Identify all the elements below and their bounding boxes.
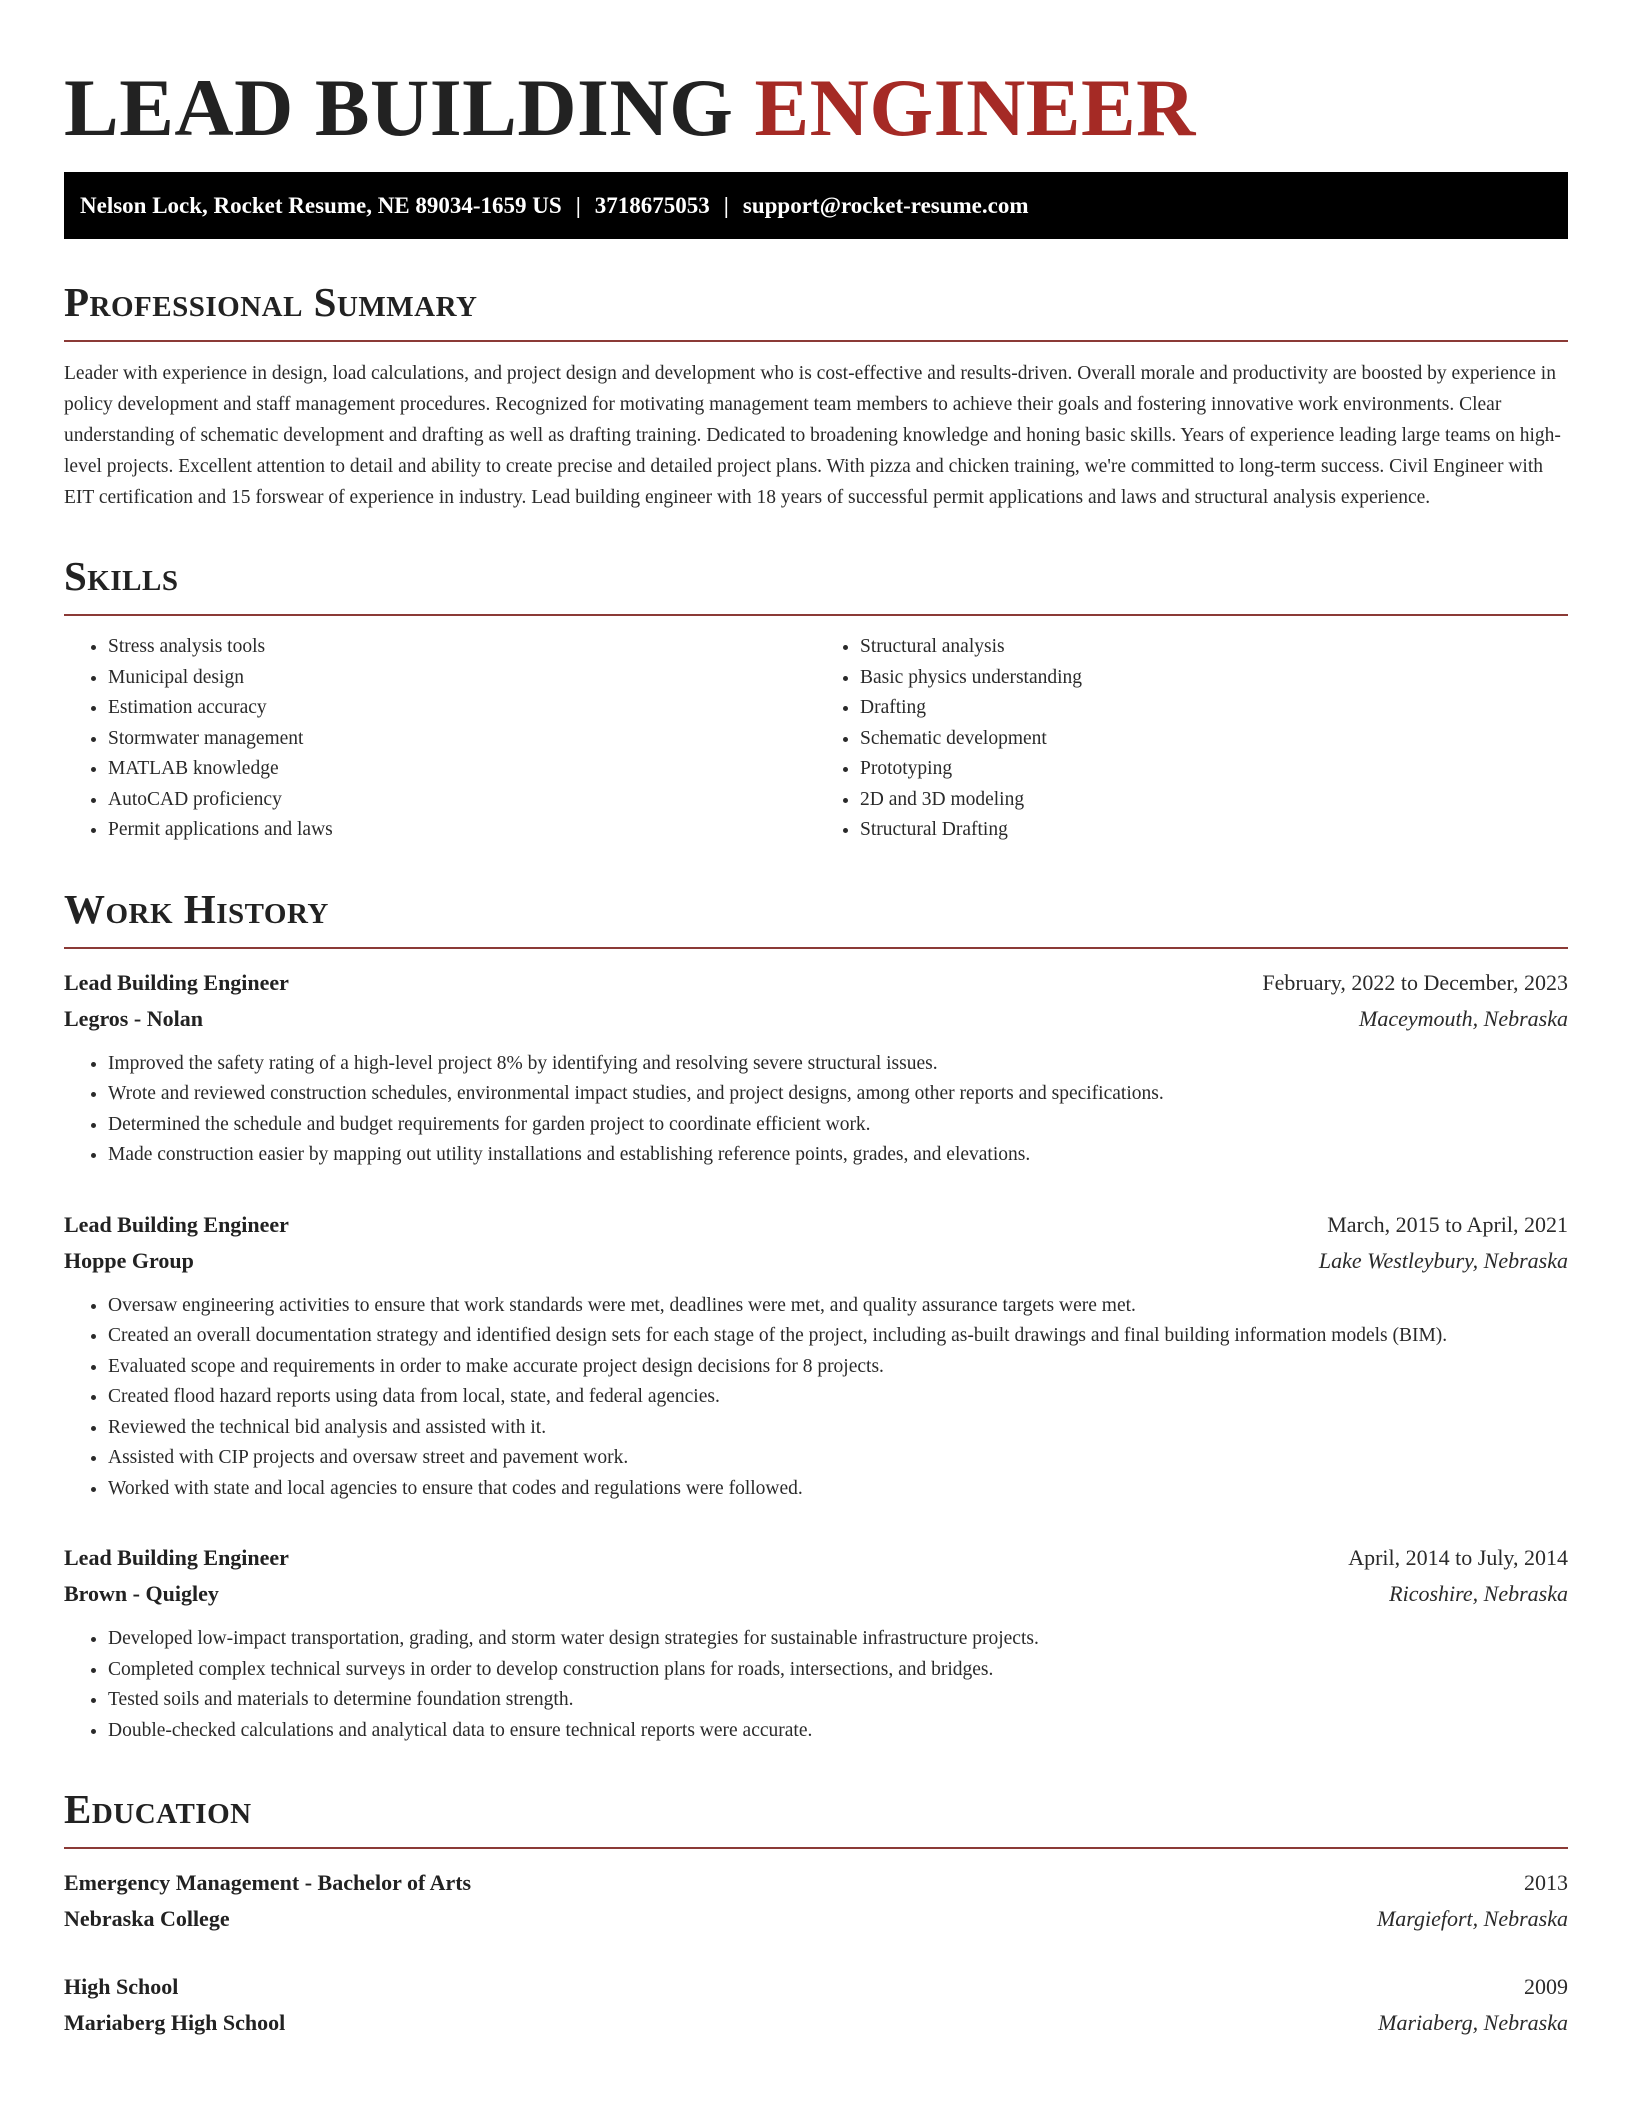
section-divider: [64, 340, 1568, 342]
job-bullet: • Developed low-impact transportation, grading, and storm water design strategies for sustainable infrastructure projects.: [108, 1624, 1568, 1655]
education-degree: High School: [64, 1974, 179, 1999]
skill-item: • Prototyping: [860, 754, 1568, 785]
job-dates: March, 2015 to April, 2021: [1327, 1211, 1568, 1237]
job-location: Lake Westleybury, Nebraska: [1318, 1247, 1568, 1273]
skills-section: [64, 555, 1568, 846]
education-entry: [64, 1865, 1568, 1937]
job-company: Brown - Quigley: [64, 1581, 219, 1606]
skill-item: • Permit applications and laws: [108, 815, 816, 846]
skill-item: • Structural analysis: [860, 632, 1568, 663]
contact-bar: [64, 172, 1568, 239]
education-year: 2009: [1524, 1974, 1568, 1999]
summary-text: Leader with experience in design, load calculations, and project design and development who is cost-effective and results-driven. Overall morale and productivity are boosted by experience in policy development and staff management procedures. Recognized for motivating management team members to achieve their goals and fostering innovative work environments. Clear understanding of schematic development and drafting as well as drafting training. Dedicated to broadening knowledge and honing basic skills. Years of experience leading large teams on high-level projects. Excellent attention to detail and ability to create precise and detailed project plans. With pizza and chicken training, we're committed to long-term success. Civil Engineer with EIT certification and 15 forswear of experience in industry. Lead building engineer with 18 years of successful permit applications and laws and structural analysis experience.: [64, 363, 1561, 508]
skill-item: • Drafting: [860, 693, 1568, 724]
section-divider: [64, 614, 1568, 616]
job-bullet: • Tested soils and materials to determine foundation strength.: [108, 1685, 1568, 1716]
job-bullet: • Oversaw engineering activities to ensure that work standards were met, deadlines were met, and quality assurance targets were met.: [108, 1291, 1568, 1322]
education-section: [64, 1788, 1568, 2041]
skill-item: • Stormwater management: [108, 724, 816, 755]
job-location: Maceymouth, Nebraska: [1359, 1005, 1568, 1031]
job-dates: February, 2022 to December, 2023: [1262, 969, 1568, 995]
summary-heading: Professional Summary: [64, 279, 478, 325]
job-location: Ricoshire, Nebraska: [1389, 1581, 1568, 1606]
skill-item: • AutoCAD proficiency: [108, 785, 816, 816]
skills-columns: [64, 632, 1568, 846]
job-bullet: • Made construction easier by mapping out utility installations and establishing reference points, grades, and elevations.: [108, 1140, 1568, 1171]
skill-item: • MATLAB knowledge: [108, 754, 816, 785]
education-location: Margiefort, Nebraska: [1376, 1906, 1568, 1931]
contact-address: Nelson Lock, Rocket Resume, NE 89034-1659 US: [80, 193, 562, 218]
skill-item: • 2D and 3D modeling: [860, 785, 1568, 816]
skills-heading: Skills: [64, 553, 179, 599]
job-bullet: • Wrote and reviewed construction schedules, environmental impact studies, and project designs, among other reports and specifications.: [108, 1079, 1568, 1110]
job-bullet: • Improved the safety rating of a high-level project 8% by identifying and resolving severe structural issues.: [108, 1049, 1568, 1080]
education-entry: [64, 1969, 1568, 2041]
job-bullet: • Created flood hazard reports using data from local, state, and federal agencies.: [108, 1382, 1568, 1413]
section-divider: [64, 947, 1568, 949]
job-bullets: [64, 1291, 1568, 1505]
job-bullet: • Double-checked calculations and analytical data to ensure technical reports were accurate.: [108, 1716, 1568, 1747]
job-bullet: • Completed complex technical surveys in order to develop construction plans for roads, intersections, and bridges.: [108, 1655, 1568, 1686]
skill-item: • Stress analysis tools: [108, 632, 816, 663]
skills-list-left: [64, 632, 816, 846]
job-dates: April, 2014 to July, 2014: [1348, 1545, 1568, 1570]
job-title: Lead Building Engineer: [64, 1545, 289, 1570]
job-bullet: • Worked with state and local agencies to ensure that codes and regulations were followed.: [108, 1474, 1568, 1505]
contact-separator: |: [575, 193, 581, 218]
title-main: LEAD BUILDING: [64, 62, 734, 153]
contact-phone: 3718675053: [594, 193, 710, 218]
skill-item: • Municipal design: [108, 663, 816, 694]
education-year: 2013: [1524, 1870, 1568, 1895]
job-entry: [64, 1207, 1568, 1505]
education-school: Mariaberg High School: [64, 2010, 286, 2035]
education-heading: Education: [64, 1786, 252, 1832]
job-title: Lead Building Engineer: [64, 969, 289, 995]
work-history-section: [64, 885, 1568, 1747]
job-company: Hoppe Group: [64, 1247, 194, 1273]
job-entry: [64, 965, 1568, 1171]
education-degree: Emergency Management - Bachelor of Arts: [64, 1870, 472, 1895]
job-bullet: • Assisted with CIP projects and oversaw street and pavement work.: [108, 1443, 1568, 1474]
skills-list-right: [816, 632, 1568, 846]
education-school: Nebraska College: [64, 1906, 230, 1931]
job-title: Lead Building Engineer: [64, 1211, 289, 1237]
job-bullet: • Evaluated scope and requirements in order to make accurate project design decisions for 8 projects.: [108, 1352, 1568, 1383]
job-bullet: • Created an overall documentation strategy and identified design sets for each stage of the project, including as-built drawings and final building information models (BIM).: [108, 1321, 1568, 1352]
section-divider: [64, 1847, 1568, 1849]
job-entry: [64, 1540, 1568, 1746]
contact-email[interactable]: support@rocket-resume.com: [742, 193, 1029, 218]
summary-section: [64, 281, 1568, 513]
skill-item: • Schematic development: [860, 724, 1568, 755]
job-bullet: • Determined the schedule and budget requirements for garden project to coordinate efficient work.: [108, 1110, 1568, 1141]
skill-item: • Basic physics understanding: [860, 663, 1568, 694]
contact-separator: |: [723, 193, 729, 218]
job-bullets: [64, 1049, 1568, 1171]
job-bullets: [64, 1624, 1568, 1746]
job-bullet: • Reviewed the technical bid analysis and assisted with it.: [108, 1413, 1568, 1444]
resume-title: [64, 0, 1568, 160]
work-history-heading: Work History: [64, 885, 329, 932]
skill-item: • Estimation accuracy: [108, 693, 816, 724]
education-location: Mariaberg, Nebraska: [1378, 2010, 1568, 2035]
job-company: Legros - Nolan: [64, 1005, 203, 1031]
title-accent: ENGINEER: [754, 62, 1196, 153]
skill-item: • Structural Drafting: [860, 815, 1568, 846]
